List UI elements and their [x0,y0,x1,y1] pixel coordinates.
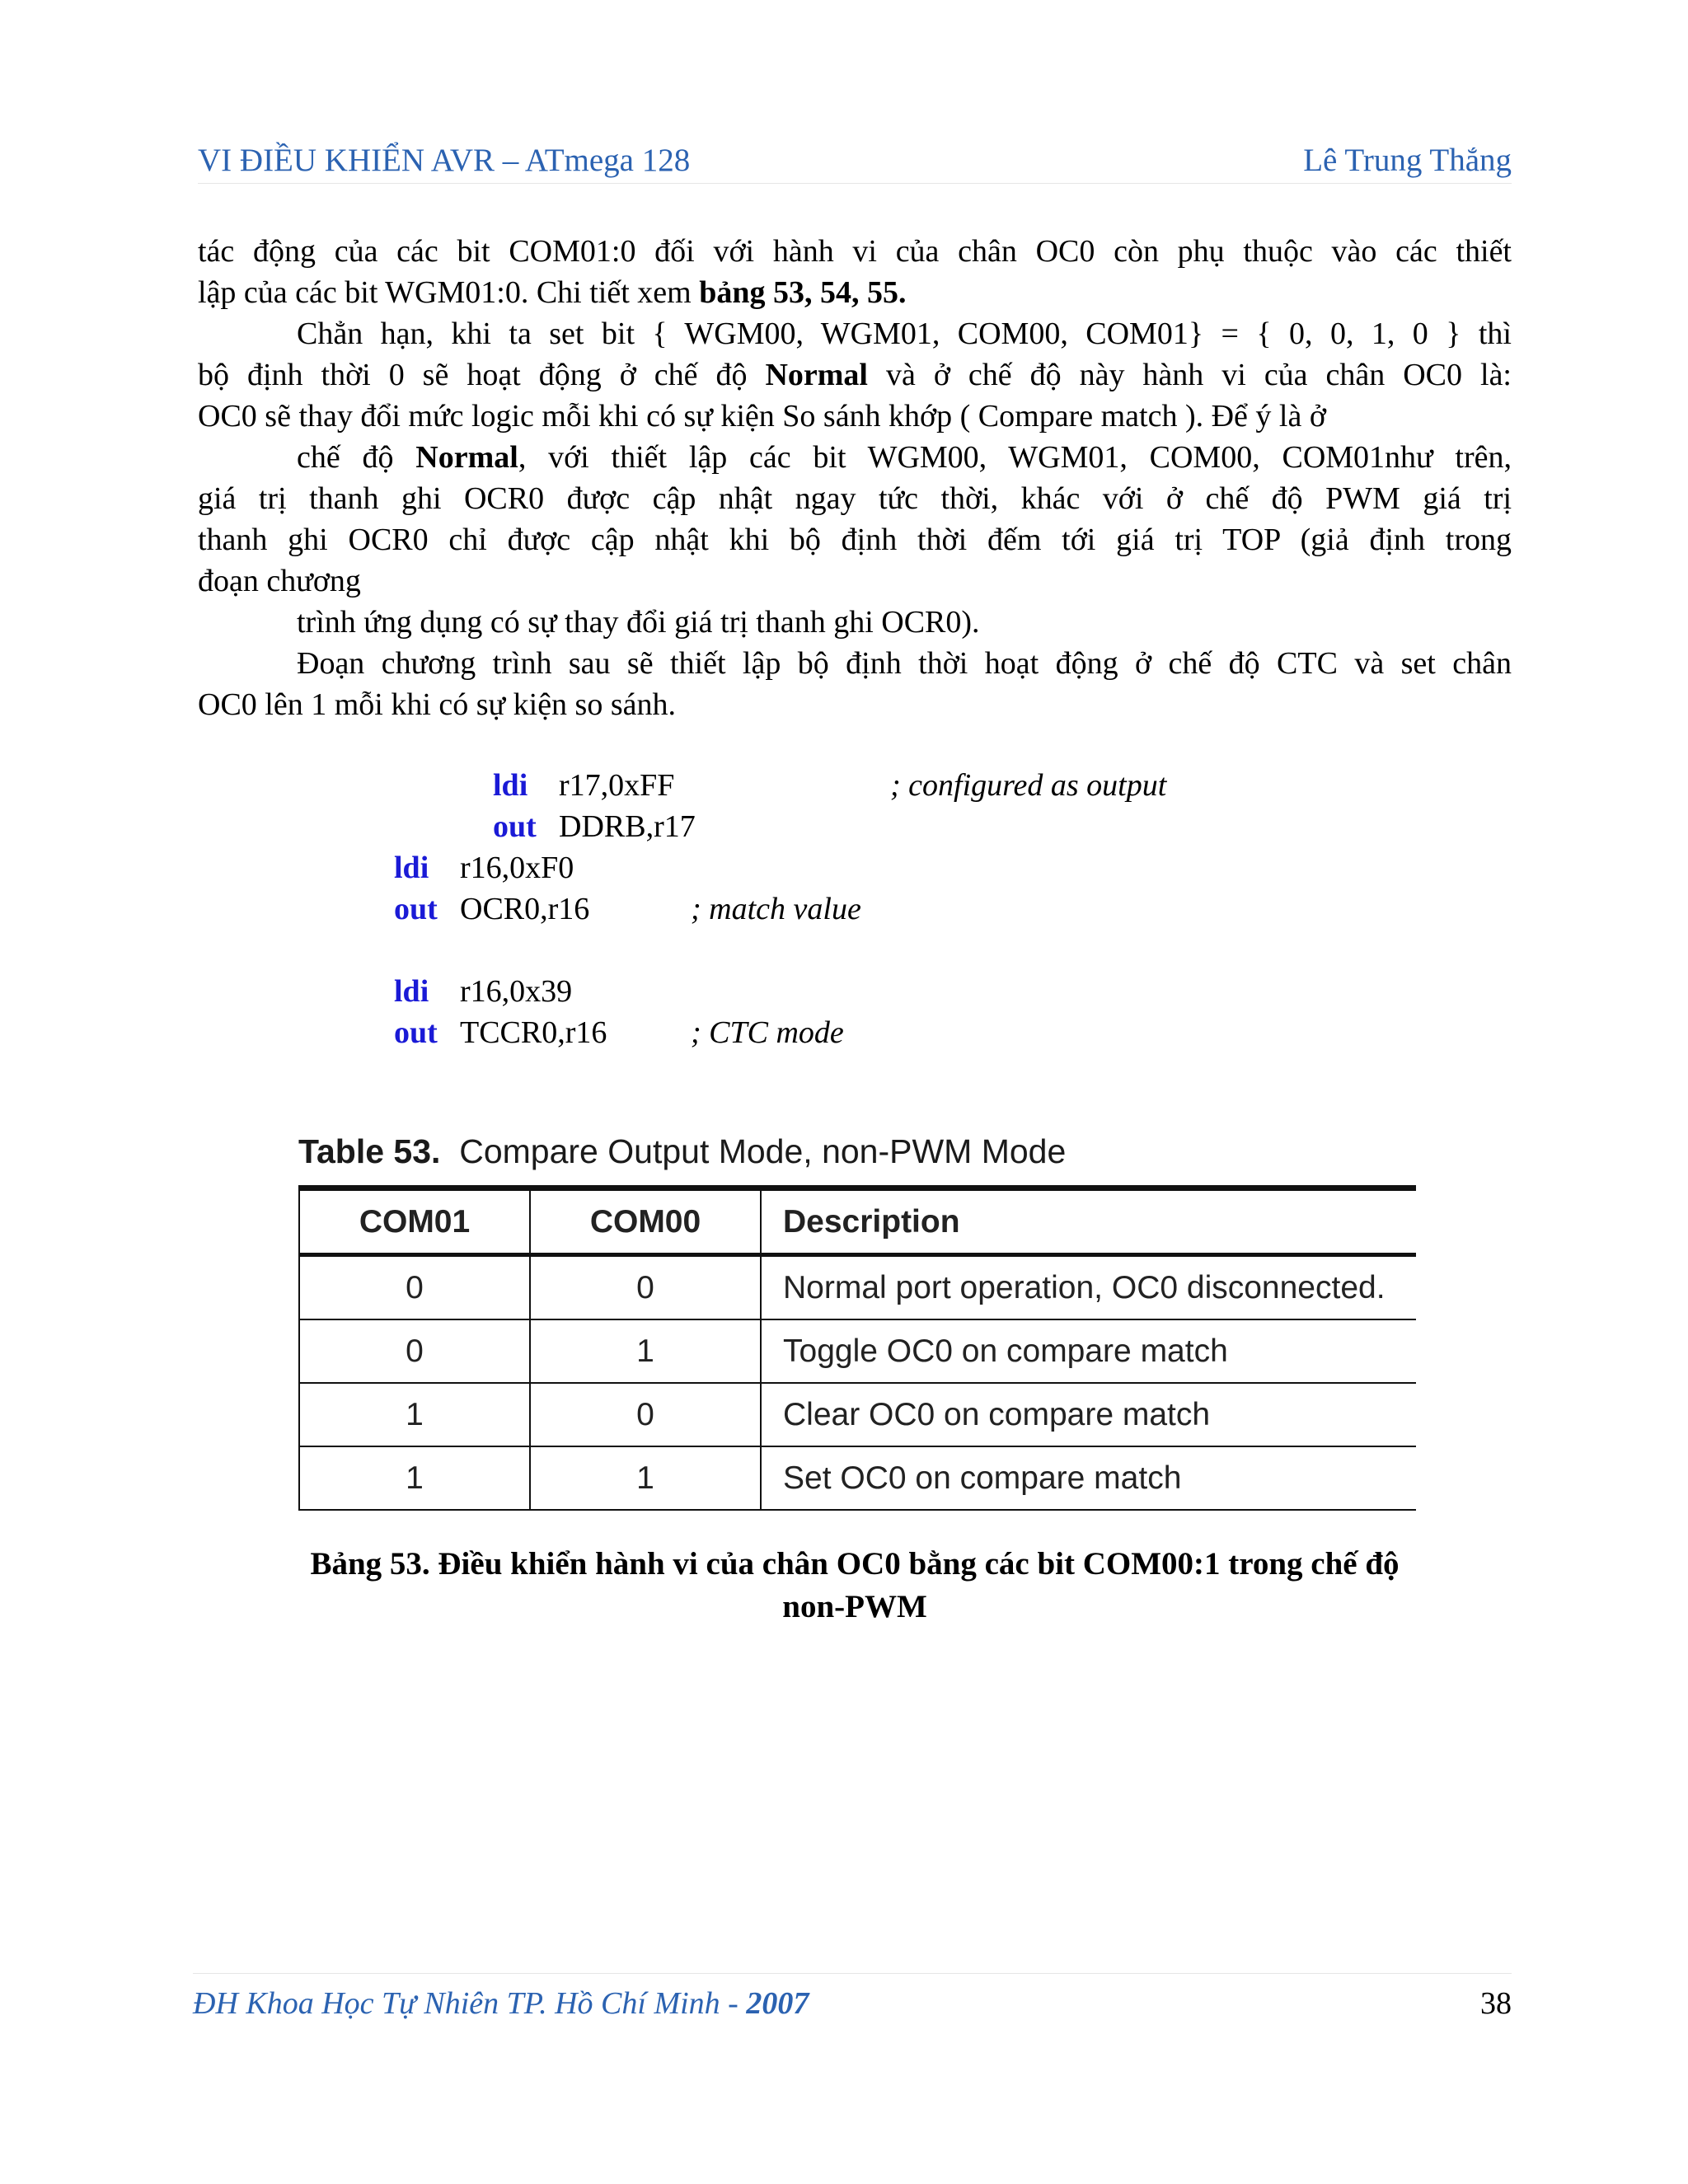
page-header [198,137,1512,184]
table-row: 1 0 Clear OC0 on compare match [299,1383,1416,1446]
paragraph-line: đoạn chương [198,564,361,598]
code-line: ldi [493,768,528,803]
paragraph-line: OC0 sẽ thay đổi mức logic mỗi khi có sự kiện So sánh khớp ( Compare match ). Để ý là ở [198,399,1326,434]
table-header-row [299,1188,1416,1255]
header-title: VI ĐIỀU KHIỂN AVR – ATmega 128 [198,143,691,178]
code-line: out [394,1015,438,1050]
compare-output-table [298,1185,1416,1511]
code-comment: ; CTC mode [691,1015,844,1050]
paragraph-line: Đoạn chương trình sau sẽ thiết lập bộ định thời hoạt động ở chế độ CTC và set chân [297,646,1512,681]
paragraph-line: giá trị thanh ghi OCR0 được cập nhật ngay tức thời, khác với ở chế độ PWM giá trị [198,481,1512,516]
table-row: 0 1 Toggle OC0 on compare match [299,1319,1416,1383]
table-caption: Bảng 53. Điều khiển hành vi của chân OC0 bằng các bit COM00:1 trong chế độ non-PWM [310,1546,1400,1624]
col-header-description: Description [761,1188,1416,1255]
code-line: ldi [394,851,429,885]
header-author: Lê Trung Thắng [1303,143,1512,178]
paragraph-line: tác động của các bit COM01:0 đối với hành vi của chân OC0 còn phụ thuộc vào các thiết [198,234,1512,269]
paragraph-line: OC0 lên 1 mỗi khi có sự kiện so sánh. [198,687,677,722]
code-comment: ; configured as output [890,768,1167,803]
code-line: ldi [394,974,429,1009]
paragraph-line: bộ định thời 0 sẽ hoạt động ở chế độ Normal và ở chế độ này hành vi của chân OC0 là: [198,358,1512,392]
table-row: 1 1 Set OC0 on compare match [299,1446,1416,1510]
footer-institution: ĐH Khoa Học Tự Nhiên TP. Hồ Chí Minh - 2007 [193,1986,809,2021]
paragraph-line: Chẳn hạn, khi ta set bit { WGM00, WGM01, COM00, COM01} = { 0, 0, 1, 0 } thì [297,316,1512,351]
paragraph-line: lập của các bit WGM01:0. Chi tiết xem bảng 53, 54, 55. [198,275,907,310]
table-figure-title: Table 53. Compare Output Mode, non-PWM Mode [298,1132,1067,1170]
code-line: out [394,892,438,926]
code-line: out [493,809,537,844]
code-comment: ; match value [691,892,861,926]
page-footer [193,1973,1512,2023]
paragraph-line: trình ứng dụng có sự thay đổi giá trị thanh ghi OCR0). [297,605,980,640]
paragraph-line: chế độ Normal, với thiết lập các bit WGM00, WGM01, COM00, COM01như trên, [297,440,1512,475]
table-reference: bảng 53, 54, 55. [699,275,907,310]
col-header-com01: COM01 [299,1188,530,1255]
table-row: 0 0 Normal port operation, OC0 disconnected. [299,1255,1416,1320]
col-header-com00: COM00 [530,1188,761,1255]
page-number: 38 [1480,1986,1512,2021]
paragraph-line: thanh ghi OCR0 chỉ được cập nhật khi bộ định thời đếm tới giá trị TOP (giả định trong [198,523,1512,557]
